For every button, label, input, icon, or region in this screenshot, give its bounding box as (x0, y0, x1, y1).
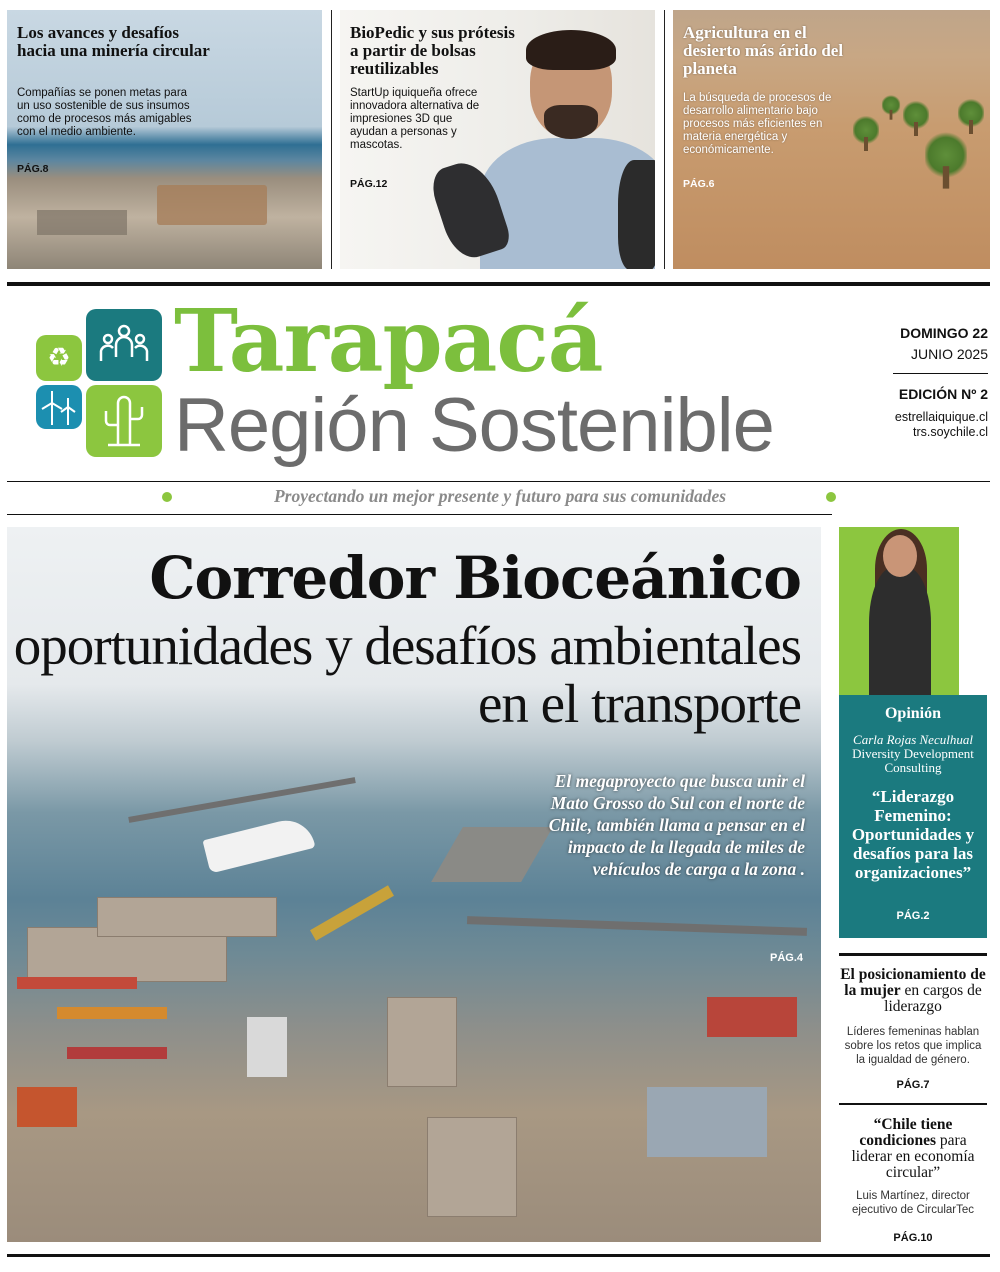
palm-icon (853, 115, 879, 145)
teaser-title: Los avances y desafíos hacia una minería circular (17, 23, 210, 60)
prosthesis-photo (618, 160, 655, 269)
port-photo-detail (157, 185, 267, 225)
sidebar-story-title[interactable] (839, 967, 987, 1015)
palm-icon (903, 100, 929, 130)
website-link[interactable]: trs.soychile.cl (912, 425, 988, 439)
container-stack (247, 1017, 287, 1077)
container-stack (67, 1047, 167, 1059)
sidebar-story-title[interactable] (839, 1117, 987, 1181)
palm-icon (882, 95, 900, 116)
port-photo-detail (37, 210, 127, 235)
wind-turbine-icon (36, 385, 82, 429)
teaser-page: PÁG.6 (683, 178, 715, 190)
logo-tile (36, 335, 82, 381)
logo-tile (86, 385, 162, 457)
container-stack (17, 977, 137, 989)
opinion-quote: “Liderazgo Femenino: Oportunidades y desafíos para las organizaciones” (851, 787, 975, 882)
lead-headline: Corredor Bioceánico (149, 544, 801, 612)
teaser-title: Agricultura en el desierto más árido del planeta (683, 23, 844, 78)
logo-tile (36, 385, 82, 429)
website-link[interactable]: estrellaiquique.cl (894, 410, 988, 424)
sidebar-story-title-bold: “Chile tiene condiciones (859, 1116, 953, 1149)
container-stack (57, 1007, 167, 1019)
pier-shape (431, 827, 553, 882)
masthead-top-rule (7, 282, 990, 286)
masthead-info-divider (893, 373, 988, 374)
sidebar-divider (839, 953, 987, 956)
pier-shape (128, 777, 356, 823)
container-stack (17, 1087, 77, 1127)
logo-tile (86, 309, 162, 381)
sidebar-story-title-bold: El posicionamiento de la mujer (840, 966, 986, 999)
lead-page: PÁG.4 (769, 952, 803, 964)
teaser-title: BioPedic y sus prótesis a partir de bolsas reutilizables (350, 23, 515, 78)
sidebar-story-title-rest: en cargos de liderazgo (884, 982, 982, 1015)
opinion-page: PÁG.2 (896, 910, 930, 922)
sidebar-story-title-rest: para liderar en economía circular” (851, 1132, 975, 1181)
teaser-body: Compañías se ponen metas para un uso sostenible de sus insumos como de procesos más amigables con el medio ambiente. (17, 87, 192, 138)
container-stack (707, 997, 797, 1037)
sidebar-divider (839, 1103, 987, 1105)
lead-story[interactable] (7, 527, 821, 1242)
truck-rows (647, 1087, 767, 1157)
cactus-icon (86, 385, 162, 457)
opinion-author: Carla Rojas Neculhual (853, 732, 973, 747)
warehouse-shape (427, 1117, 517, 1217)
palm-icon (958, 98, 984, 128)
bullet-dot-icon (826, 492, 836, 502)
person-photo (544, 105, 598, 139)
columnist-photo-body (869, 567, 931, 695)
tagline: Proyectando un mejor presente y futuro para sus comunidades (273, 486, 727, 506)
page-bottom-rule (7, 1254, 990, 1257)
tagline-bottom-rule (7, 514, 832, 515)
teaser-page: PÁG.8 (17, 163, 49, 175)
cruise-ship-shape (202, 814, 315, 873)
masthead-subtitle: Región Sostenible (174, 383, 774, 468)
edition-number: EDICIÓN Nº 2 (898, 386, 988, 402)
recycle-icon: ♻ (47, 343, 71, 373)
opinion-label: Opinión (884, 705, 942, 722)
lead-body: El megaproyecto que busca unir el Mato Grosso do Sul con el norte de Chile, también llama a pensar en el impacto de la llegada de miles de vehículos de carga a la zona . (548, 771, 805, 879)
container-stack (310, 885, 394, 940)
issue-day: DOMINGO 22 (900, 325, 988, 341)
teaser-body: StartUp iquiqueña ofrece innovadora alternativa de impresiones 3D que ayudan a personas y mascotas. (350, 87, 480, 151)
tagline-top-rule (7, 481, 990, 482)
warehouse-shape (97, 897, 277, 937)
lead-subheadline: oportunidades y desafíos ambientales en el transporte (13, 615, 801, 734)
teaser-mineria[interactable] (7, 10, 322, 269)
sidebar-story-page: PÁG.7 (896, 1079, 930, 1091)
teaser-body: La búsqueda de procesos de desarrollo alimentario bajo procesos más eficientes en materia energética y económicamente. (683, 92, 832, 156)
teaser-biopedic[interactable] (340, 10, 655, 269)
teaser-divider (331, 10, 332, 269)
warehouse-shape (387, 997, 457, 1087)
teaser-agricultura[interactable] (673, 10, 990, 269)
sidebar-story-page: PÁG.10 (893, 1232, 933, 1244)
masthead-title: Tarapacá (174, 291, 603, 392)
opinion-box[interactable] (839, 695, 987, 938)
columnist-photo (839, 527, 959, 695)
pier-shape (467, 916, 807, 936)
community-icon (86, 309, 162, 381)
issue-month: JUNIO 2025 (910, 346, 988, 362)
columnist-photo-head (883, 535, 917, 577)
teaser-divider (664, 10, 665, 269)
sidebar-story-body: Líderes femeninas hablan sobre los retos que implica la igualdad de género. (844, 1026, 982, 1066)
opinion-role: Diversity Development Consulting (852, 746, 974, 775)
person-photo (526, 30, 616, 70)
palm-icon (925, 131, 967, 179)
sidebar-story-body: Luis Martínez, director ejecutivo de CircularTec (851, 1190, 975, 1216)
teaser-page: PÁG.12 (350, 178, 388, 190)
